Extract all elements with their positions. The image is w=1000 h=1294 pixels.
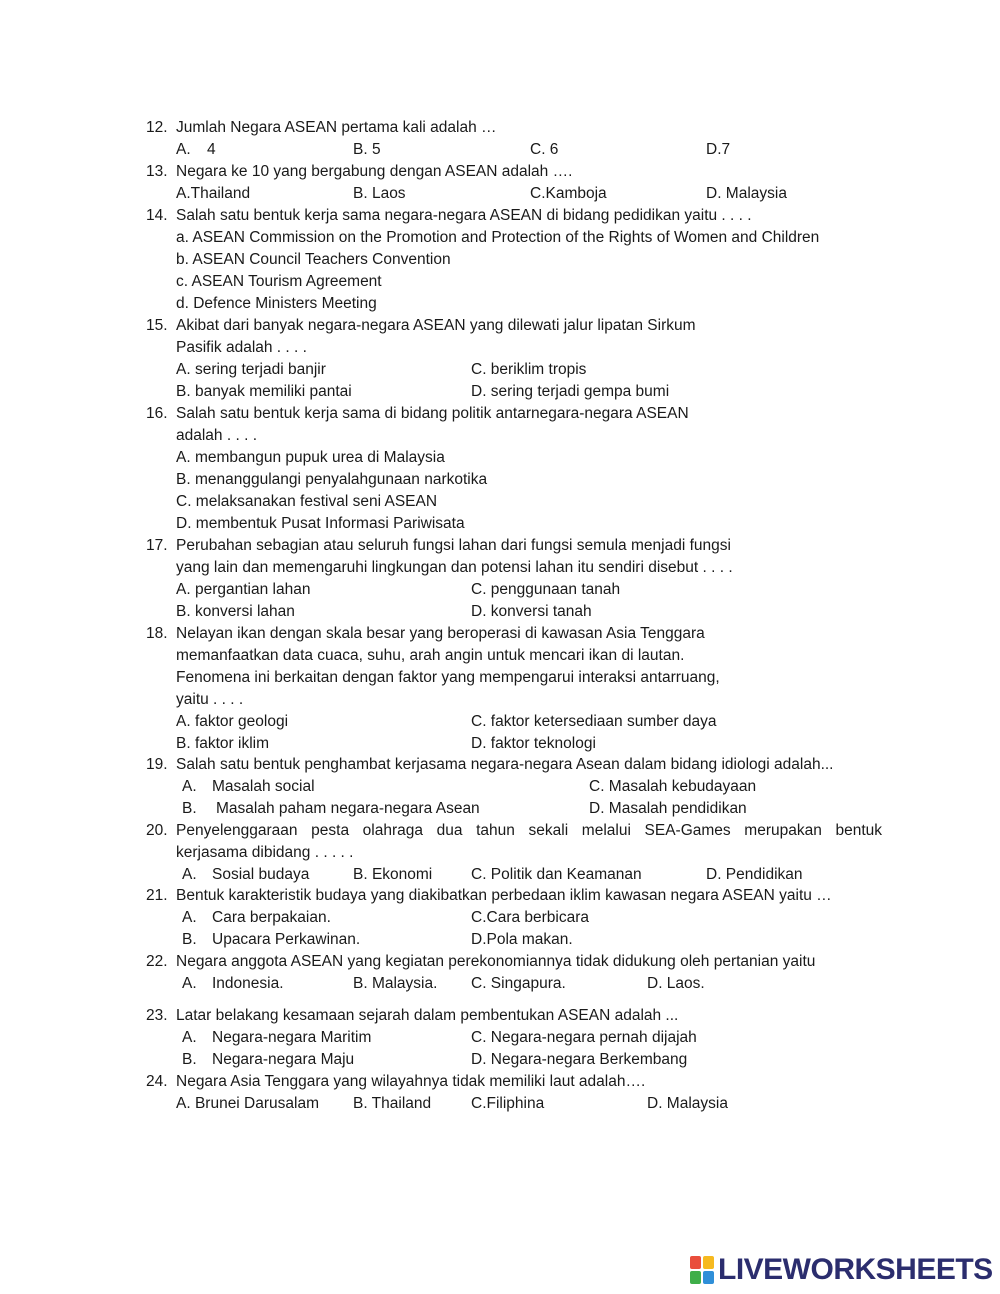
question-text: Penyelenggaraan pesta olahraga dua tahun sekali melalui SEA-Games merupakan bentuk	[176, 822, 882, 839]
question-number: 23.	[146, 1007, 168, 1024]
question-number: 16.	[146, 405, 168, 422]
option-text: B. Ekonomi	[353, 866, 433, 883]
option-text: C. beriklim tropis	[471, 361, 587, 378]
answer-option: b. ASEAN Council Teachers Convention	[176, 251, 451, 268]
option-text: C. Politik dan Keamanan	[471, 866, 642, 883]
option-letter: B.	[182, 800, 197, 817]
answer-option: c. ASEAN Tourism Agreement	[176, 273, 382, 290]
option-letter: A.	[182, 975, 197, 992]
option-text: D. Masalah pendidikan	[589, 800, 747, 817]
question-text: yang lain dan memengaruhi lingkungan dan potensi lahan itu sendiri disebut . . . .	[176, 559, 733, 576]
option-letter: A.	[182, 866, 197, 883]
option-text: C.Filiphina	[471, 1095, 545, 1112]
liveworksheets-logo	[690, 1252, 993, 1288]
answer-option: a. ASEAN Commission on the Promotion and Protection of the Rights of Women and Children	[176, 229, 820, 246]
question-text: kerjasama dibidang . . . . .	[176, 844, 354, 861]
question-number: 20.	[146, 822, 168, 839]
question-text: adalah . . . .	[176, 427, 257, 444]
option-text: D.7	[706, 141, 731, 158]
liveworksheets-logo-text: LIVEWORKSHEETS	[718, 1253, 993, 1286]
answer-option: d. Defence Ministers Meeting	[176, 295, 377, 312]
option-letter: B.	[182, 931, 197, 948]
option-letter: A.	[182, 778, 197, 795]
answer-option: A. membangun pupuk urea di Malaysia	[176, 449, 445, 466]
question-number: 19.	[146, 756, 168, 773]
question-text: Salah satu bentuk kerja sama negara-negara ASEAN di bidang pedidikan yaitu . . . .	[176, 207, 752, 224]
option-text: C. Negara-negara pernah dijajah	[471, 1029, 697, 1046]
option-text: D. konversi tanah	[471, 603, 592, 620]
question-number: 14.	[146, 207, 168, 224]
logo-square	[703, 1256, 714, 1269]
option-text: D. Negara-negara Berkembang	[471, 1051, 688, 1068]
question-number: 13.	[146, 163, 168, 180]
option-text: Negara-negara Maju	[212, 1051, 355, 1068]
question-text: Negara ke 10 yang bergabung dengan ASEAN adalah ….	[176, 163, 573, 180]
question-text: Jumlah Negara ASEAN pertama kali adalah …	[176, 119, 497, 136]
question-number: 22.	[146, 953, 168, 970]
option-letter: B.	[182, 1051, 197, 1068]
option-text: 4	[207, 141, 216, 158]
option-letter: A.	[176, 141, 191, 158]
option-text: B. konversi lahan	[176, 603, 295, 620]
option-text: C. Masalah kebudayaan	[589, 778, 757, 795]
question-text: Salah satu bentuk kerja sama di bidang politik antarnegara-negara ASEAN	[176, 405, 689, 422]
option-text: Indonesia.	[212, 975, 284, 992]
option-text: D. Malaysia	[647, 1095, 728, 1112]
question-number: 18.	[146, 625, 168, 642]
question-text: Salah satu bentuk penghambat kerjasama negara-negara Asean dalam bidang idiologi adalah...	[176, 756, 834, 773]
question-text: Fenomena ini berkaitan dengan faktor yang mempengarui interaksi antarruang,	[176, 669, 720, 686]
liveworksheets-logo-icon	[690, 1256, 714, 1284]
option-text: A. Brunei Darusalam	[176, 1095, 320, 1112]
option-letter: A.	[182, 1029, 197, 1046]
question-text: Akibat dari banyak negara-negara ASEAN yang dilewati jalur lipatan Sirkum	[176, 317, 696, 334]
option-text: Masalah social	[212, 778, 315, 795]
option-text: B. Malaysia.	[353, 975, 438, 992]
question-text: Negara Asia Tenggara yang wilayahnya tidak memiliki laut adalah….	[176, 1073, 646, 1090]
question-number: 17.	[146, 537, 168, 554]
option-text: D. Laos.	[647, 975, 705, 992]
option-text: Sosial budaya	[212, 866, 310, 883]
option-text: B. 5	[353, 141, 381, 158]
answer-option: C. melaksanakan festival seni ASEAN	[176, 493, 438, 510]
option-text: A.Thailand	[176, 185, 251, 202]
option-text: C. faktor ketersediaan sumber daya	[471, 713, 717, 730]
question-number: 24.	[146, 1073, 168, 1090]
logo-square	[703, 1271, 714, 1284]
logo-square	[690, 1271, 701, 1284]
question-text: Bentuk karakteristik budaya yang diakibatkan perbedaan iklim kawasan negara ASEAN yaitu …	[176, 887, 832, 904]
question-number: 12.	[146, 119, 168, 136]
question-text: Negara anggota ASEAN yang kegiatan perekonomiannya tidak didukung oleh pertanian yaitu	[176, 953, 816, 970]
question-text: Pasifik adalah . . . .	[176, 339, 307, 356]
question-number: 21.	[146, 887, 168, 904]
answer-option: B. menanggulangi penyalahgunaan narkotika	[176, 471, 488, 488]
option-text: D. sering terjadi gempa bumi	[471, 383, 670, 400]
option-text: C.Cara berbicara	[471, 909, 590, 926]
answer-option: D. membentuk Pusat Informasi Pariwisata	[176, 515, 465, 532]
option-text: Upacara Perkawinan.	[212, 931, 361, 948]
option-text: D. Pendidikan	[706, 866, 803, 883]
option-text: B. faktor iklim	[176, 735, 270, 752]
option-text: Masalah paham negara-negara Asean	[216, 800, 480, 817]
option-letter: A.	[182, 909, 197, 926]
question-text: Latar belakang kesamaan sejarah dalam pembentukan ASEAN adalah ...	[176, 1007, 679, 1024]
option-text: A. sering terjadi banjir	[176, 361, 326, 378]
option-text: C.Kamboja	[530, 185, 607, 202]
question-text: Nelayan ikan dengan skala besar yang beroperasi di kawasan Asia Tenggara	[176, 625, 705, 642]
question-text: Perubahan sebagian atau seluruh fungsi lahan dari fungsi semula menjadi fungsi	[176, 537, 731, 554]
option-text: B. banyak memiliki pantai	[176, 383, 352, 400]
option-text: A. pergantian lahan	[176, 581, 311, 598]
question-number: 15.	[146, 317, 168, 334]
option-text: C. penggunaan tanah	[471, 581, 621, 598]
option-text: A. faktor geologi	[176, 713, 289, 730]
option-text: C. 6	[530, 141, 559, 158]
logo-square	[690, 1256, 701, 1269]
option-text: B. Laos	[353, 185, 406, 202]
option-text: D. Malaysia	[706, 185, 787, 202]
option-text: D. faktor teknologi	[471, 735, 596, 752]
option-text: Negara-negara Maritim	[212, 1029, 372, 1046]
question-text: yaitu . . . .	[176, 691, 244, 708]
option-text: D.Pola makan.	[471, 931, 573, 948]
option-text: C. Singapura.	[471, 975, 566, 992]
option-text: B. Thailand	[353, 1095, 432, 1112]
question-text: memanfaatkan data cuaca, suhu, arah angin untuk mencari ikan di lautan.	[176, 647, 685, 664]
option-text: Cara berpakaian.	[212, 909, 331, 926]
